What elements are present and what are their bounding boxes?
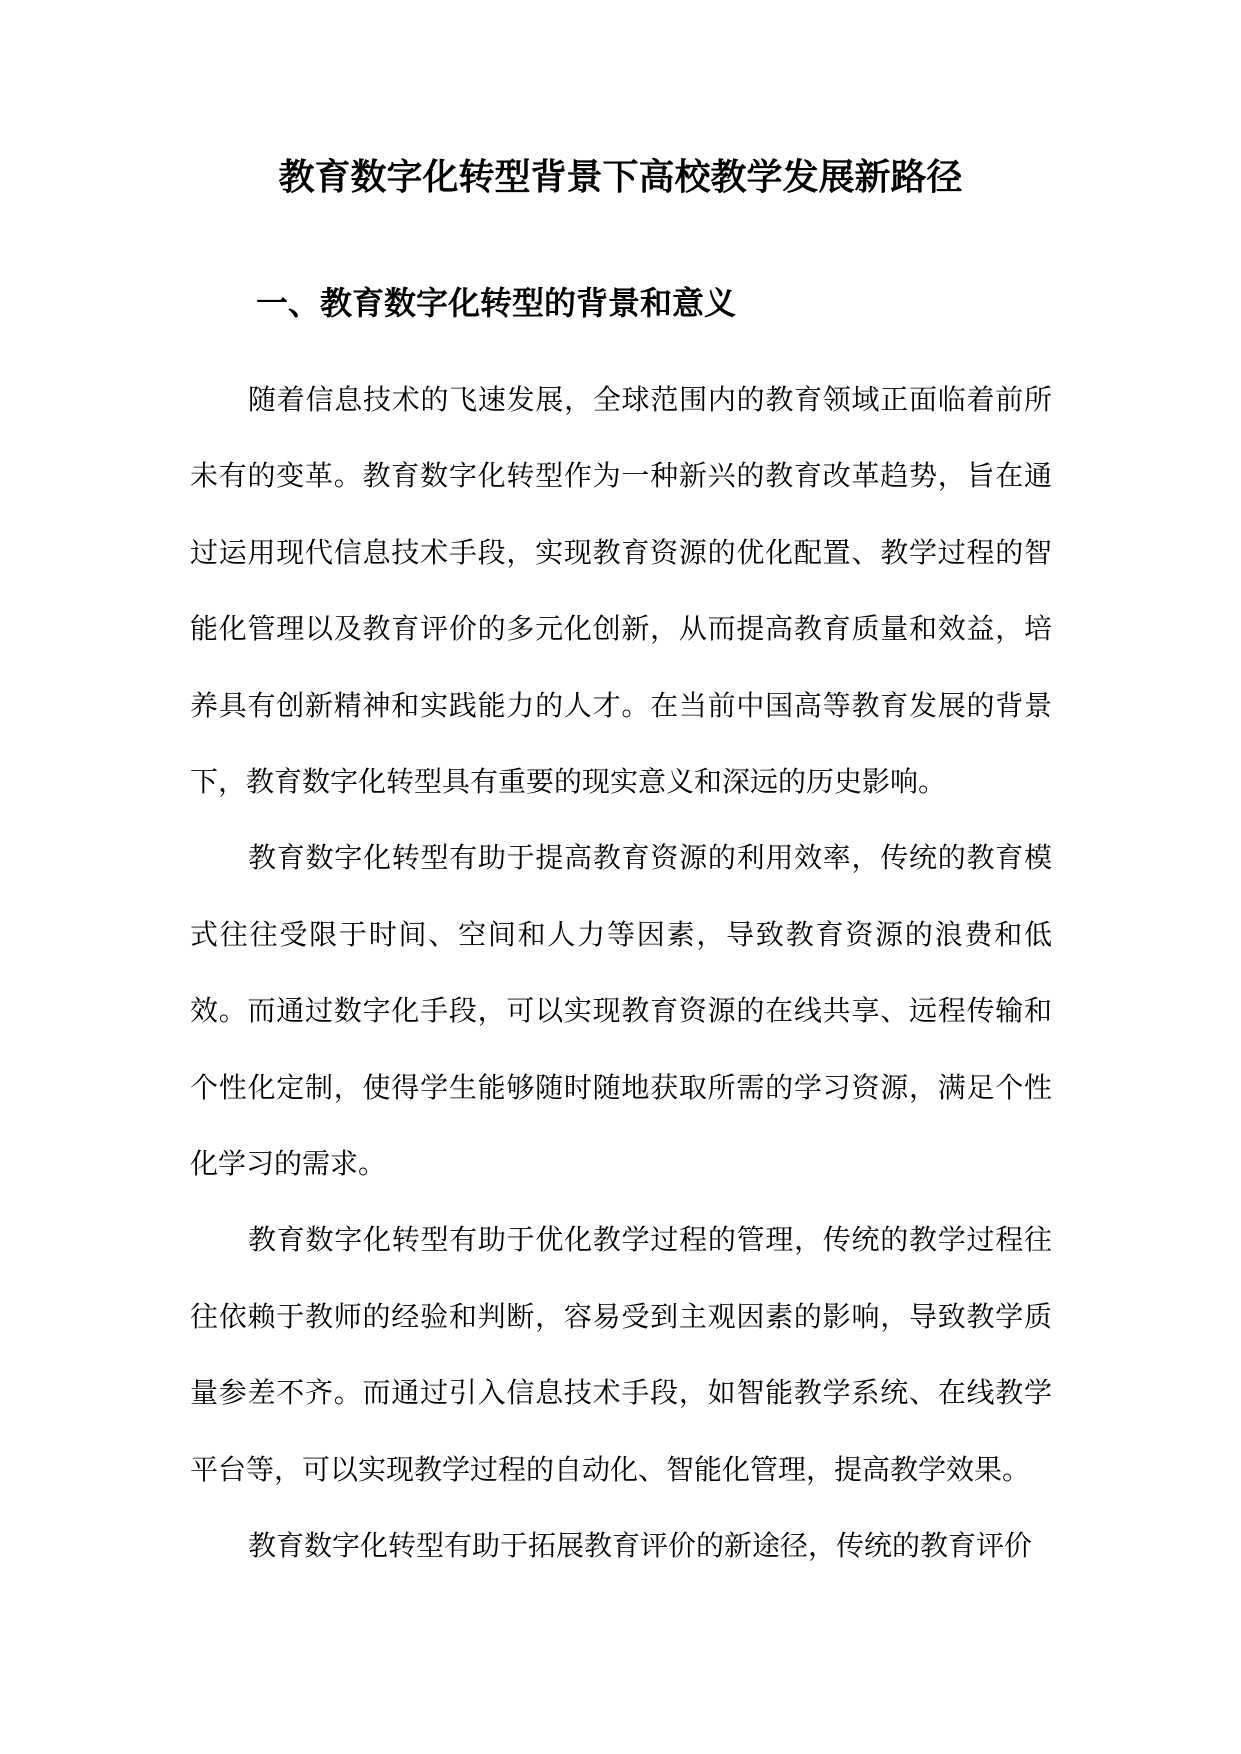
document-title: 教育数字化转型背景下高校教学发展新路径: [278, 156, 963, 198]
paragraph-1: 随着信息技术的飞速发展，全球范围内的教育领域正面临着前所未有的变革。教育数字化转型作为一种新兴的教育改革趋势，旨在通过运用现代信息技术手段，实现教育资源的优化配置、教学过程的智能化管理以及教育评价的多元化创新，从而提高教育质量和效益，培养具有创新精神和实践能力的人才。在当前中国高等教育发展的背景下，教育数字化转型具有重要的现实意义和深远的历史影响。: [190, 383, 1052, 799]
paragraph-3: 教育数字化转型有助于优化教学过程的管理，传统的教学过程往往依赖于教师的经验和判断，容易受到主观因素的影响，导致教学质量参差不齐。而通过引入信息技术手段，如智能教学系统、在线教学平台等，可以实现教学过程的自动化、智能化管理，提高教学效果。: [190, 1223, 1052, 1486]
body-text: [190, 362, 1052, 1585]
paragraph-2: 教育数字化转型有助于提高教育资源的利用效率，传统的教育模式往往受限于时间、空间和人力等因素，导致教育资源的浪费和低效。而通过数字化手段，可以实现教育资源的在线共享、远程传输和个性化定制，使得学生能够随时随地获取所需的学习资源，满足个性化学习的需求。: [190, 841, 1052, 1181]
paragraph-4: 教育数字化转型有助于拓展教育评价的新途径，传统的教育评价: [248, 1529, 1033, 1563]
section-heading: 一、教育数字化转型的背景和意义: [256, 284, 737, 322]
